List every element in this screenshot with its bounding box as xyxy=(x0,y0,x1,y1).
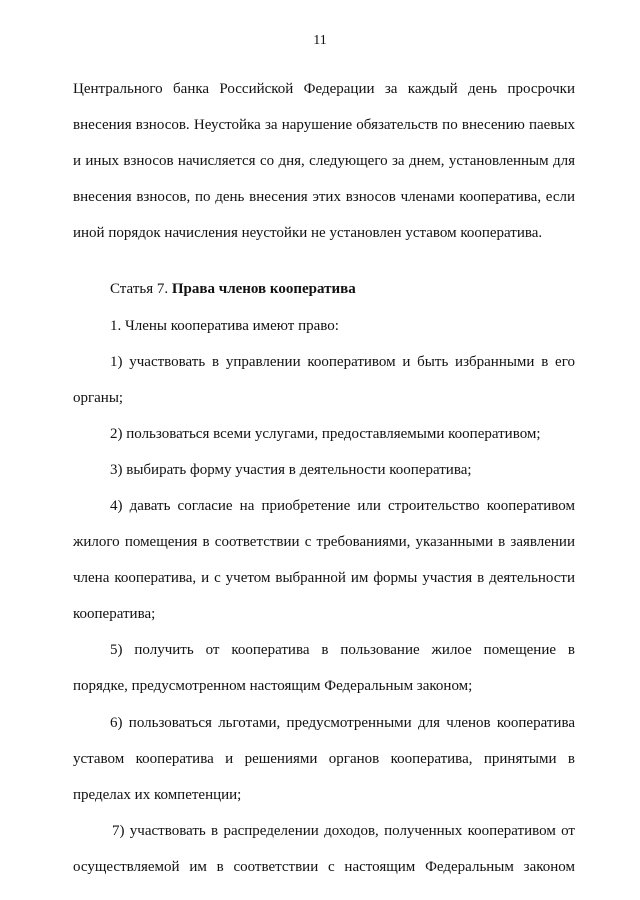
list-item-line: пределах их компетенции; xyxy=(73,787,242,803)
list-item-line: 2) пользоваться всеми услугами, предоставляемыми кооперативом; xyxy=(110,426,541,442)
list-item-line: 5) получить от кооператива в пользование жилое помещение в xyxy=(110,642,575,658)
paragraph-line: иной порядок начисления неустойки не установлен уставом кооператива. xyxy=(73,225,543,241)
list-item-line: жилого помещения в соответствии с требованиями, указанными в заявлении xyxy=(73,534,575,550)
page-number: 11 xyxy=(313,33,327,48)
clause-intro: 1. Члены кооператива имеют право: xyxy=(110,318,339,334)
list-item-line: 6) пользоваться льготами, предусмотренными для членов кооператива xyxy=(110,715,575,731)
article-number: Статья 7. xyxy=(110,281,169,297)
list-item-line: 4) давать согласие на приобретение или строительство кооперативом xyxy=(110,498,575,514)
paragraph-line: и иных взносов начисляется со дня, следующего за днем, установленным для xyxy=(73,153,575,169)
article-heading xyxy=(110,279,575,299)
list-item-line: 1) участвовать в управлении кооперативом и быть избранными в его xyxy=(110,354,575,370)
paragraph-line: внесения взносов, по день внесения этих взносов членами кооператива, если xyxy=(73,189,575,205)
paragraph-line: внесения взносов. Неустойка за нарушение обязательств по внесению паевых xyxy=(73,117,575,133)
article-title: Права членов кооператива xyxy=(171,281,356,297)
list-item-line: порядке, предусмотренном настоящим Федеральным законом; xyxy=(73,678,473,694)
list-item-line: 3) выбирать форму участия в деятельности кооператива; xyxy=(110,462,472,478)
list-item-line: члена кооператива, и с учетом выбранной им формы участия в деятельности xyxy=(73,570,575,586)
paragraph-line: Центрального банка Российской Федерации за каждый день просрочки xyxy=(73,81,575,97)
list-item-line: органы; xyxy=(73,390,124,406)
list-item-line: уставом кооператива и решениями органов кооператива, принятыми в xyxy=(73,751,575,767)
list-item-line: осуществляемой им в соответствии с настоящим Федеральным законом xyxy=(73,859,575,875)
list-item-line: 7) участвовать в распределении доходов, полученных кооперативом от xyxy=(112,823,575,839)
list-item-line: кооператива; xyxy=(73,606,156,622)
